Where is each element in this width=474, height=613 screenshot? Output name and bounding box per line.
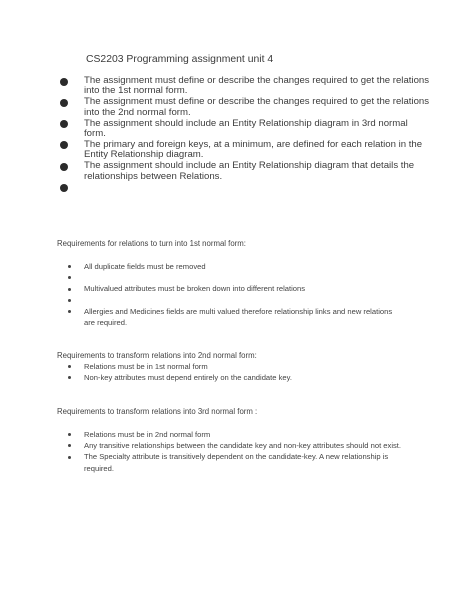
list-item-text: The assignment should include an Entity Relationship diagram in 3rd normal form. xyxy=(84,117,408,140)
list-item-text: The assignment must define or describe the changes required to get the relations into the 2nd normal form. xyxy=(84,96,430,118)
bullet-icon xyxy=(60,120,68,128)
requirements-3nf-list xyxy=(66,429,426,474)
list-item-text: Allergies and Medicines fields are multi valued therefore relationship links and new relations are required. xyxy=(84,306,393,327)
bullet-icon xyxy=(68,376,71,379)
requirements-2nf-list xyxy=(66,361,426,383)
section-heading-1nf: Requirements for relations to turn into 1st normal form: xyxy=(57,239,246,248)
list-item-text: Non-key attributes must depend entirely on the candidate key. xyxy=(84,373,292,383)
list-item-text: The assignment must define or describe the changes required to get the relations into the 1st normal form. xyxy=(84,75,430,97)
bullet-icon xyxy=(68,288,71,291)
list-item xyxy=(66,272,426,283)
list-item xyxy=(60,140,430,161)
list-item-text: Relations must be in 2nd normal form xyxy=(84,430,211,439)
bullet-icon xyxy=(68,365,71,368)
list-item xyxy=(60,161,430,182)
assignment-criteria-list xyxy=(60,76,430,194)
bullet-icon xyxy=(68,433,71,436)
list-item xyxy=(66,451,419,473)
list-item xyxy=(66,283,426,294)
bullet-icon xyxy=(68,310,71,313)
bullet-icon xyxy=(60,78,68,86)
bullet-icon xyxy=(68,299,71,302)
list-item-text: All duplicate fields must be removed xyxy=(84,262,206,271)
bullet-icon xyxy=(60,99,68,107)
section-heading-2nf: Requirements to transform relations into 2nd normal form: xyxy=(57,351,257,360)
list-item xyxy=(66,372,426,383)
bullet-icon xyxy=(60,141,68,149)
list-item-text: Multivalued attributes must be broken down into different relations xyxy=(84,284,306,294)
list-item xyxy=(66,440,424,451)
bullet-icon xyxy=(68,265,71,268)
bullet-icon xyxy=(60,163,68,171)
list-item-text: The Specialty attribute is transitively dependent on the candidate-key. A new relationship is required. xyxy=(84,452,389,473)
list-item-text: The assignment should include an Entity Relationship diagram that details the relationships between Relations. xyxy=(84,160,415,182)
section-heading-3nf: Requirements to transform relations into 3rd normal form : xyxy=(57,407,258,416)
document-title: CS2203 Programming assignment unit 4 xyxy=(86,54,274,65)
list-item xyxy=(66,295,426,306)
requirements-1nf-list xyxy=(66,261,426,328)
list-item xyxy=(66,261,426,272)
list-item xyxy=(60,119,430,140)
list-item xyxy=(66,361,426,372)
bullet-icon xyxy=(68,276,71,279)
bullet-icon xyxy=(68,456,71,459)
bullet-icon xyxy=(60,184,68,192)
list-item-text: Relations must be in 1st normal form xyxy=(84,362,208,371)
bullet-icon xyxy=(68,444,71,447)
list-item xyxy=(60,183,430,194)
list-item xyxy=(66,429,426,440)
list-item xyxy=(60,97,430,118)
list-item-text: Any transitive relationships between the candidate key and non-key attributes should not exist. xyxy=(84,441,402,451)
list-item xyxy=(60,76,430,97)
list-item xyxy=(66,306,404,328)
list-item-text: The primary and foreign keys, at a minimum, are defined for each relation in the Entity Relationship diagram. xyxy=(84,138,423,161)
